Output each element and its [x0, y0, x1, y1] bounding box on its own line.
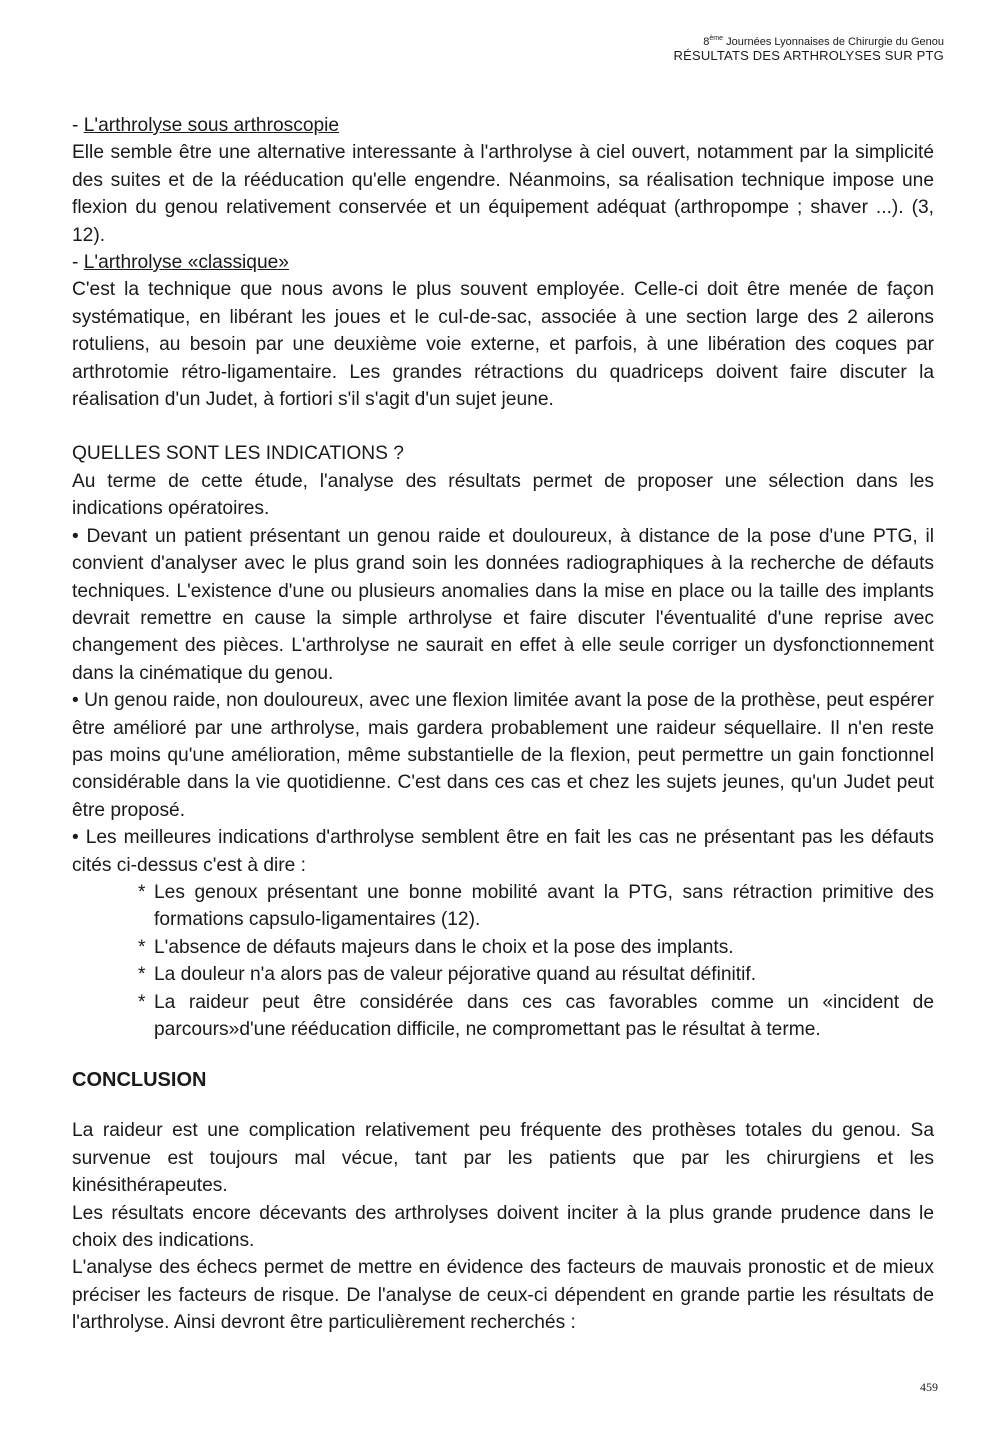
arthroscopie-dash: -	[72, 115, 84, 136]
page-body	[72, 112, 934, 1337]
conclusion-heading: CONCLUSION	[72, 1069, 207, 1092]
list-item	[138, 879, 934, 934]
classique-heading-text: L'arthrolyse «classique»	[83, 252, 289, 274]
favorable-cases-list	[72, 879, 934, 1043]
spacer	[72, 1043, 934, 1063]
section-title: RÉSULTATS DES ARTHROLYSES SUR PTG	[673, 47, 944, 63]
indications-intro: Au terme de cette étude, l'analyse des résultats permet de proposer une sélection dans les indications opératoires.	[72, 470, 934, 520]
spacer	[72, 1103, 934, 1117]
list-item	[72, 687, 934, 824]
indications-list	[72, 523, 934, 879]
star-bullet: *	[138, 964, 146, 986]
edition-number: 8	[703, 36, 710, 48]
bullet-symbol: •	[72, 827, 79, 849]
arthroscopie-heading	[72, 112, 934, 139]
sub-item-text: L'absence de défauts majeurs dans le choix et la pose des implants.	[154, 936, 734, 958]
bullet-symbol: •	[72, 690, 79, 712]
star-bullet: *	[138, 881, 146, 903]
spacer	[72, 413, 934, 440]
list-item	[138, 989, 934, 1044]
conference-title: Journées Lyonnaises de Chirurgie du Genou	[726, 36, 944, 48]
page-number: 459	[920, 1380, 938, 1394]
conclusion-paragraph: La raideur est une complication relativement peu fréquente des prothèses totales du genou. Sa survenue est toujours mal vécue, tant par les patients que par les chirurgiens et les kinésithérapeutes.	[72, 1120, 934, 1197]
conference-name	[673, 36, 944, 49]
sub-item-text: La raideur peut être considérée dans ces cas favorables comme un «incident de parcours»d'une rééducation difficile, ne compromettant pas le résultat à terme.	[154, 991, 934, 1040]
indications-heading: QUELLES SONT LES INDICATIONS ?	[72, 443, 404, 465]
bullet-text: Un genou raide, non douloureux, avec une flexion limitée avant la pose de la prothèse, peut espérer être amélioré par une arthrolyse, mais gardera probablement une raideur séquellaire. Il n'en reste pas moins qu'une amélioration, même substantielle de la flexion, peut permettre un gain fonctionnel considérable dans la vie quotidienne. C'est dans ces cas et chez les sujets jeunes, qu'un Judet peut être proposé.	[72, 690, 934, 821]
list-item	[72, 824, 934, 879]
list-item	[138, 961, 934, 988]
classique-dash: -	[72, 252, 84, 274]
conclusion-paragraph: Les résultats encore décevants des arthrolyses doivent inciter à la plus grande prudence dans le choix des indications.	[72, 1202, 934, 1252]
bullet-symbol: •	[72, 525, 79, 547]
sub-item-text: La douleur n'a alors pas de valeur péjorative quand au résultat définitif.	[154, 964, 757, 986]
sub-item-text: Les genoux présentant une bonne mobilité avant la PTG, sans rétraction primitive des formations capsulo-ligamentaires (12).	[154, 881, 934, 931]
list-item	[138, 934, 934, 961]
bullet-text: Devant un patient présentant un genou raide et douloureux, à distance de la pose d'une PTG, il convient d'analyser avec le plus grand soin les données radiographiques à la recherche de défauts techniques. L'existence d'une ou plusieurs anomalies dans la mise en place ou la taille des implants devrait remettre en cause la simple arthrolyse et faire discuter l'éventualité d'une reprise avec changement des pièces. L'arthrolyse ne saurait en effet à elle seule corriger un dysfonctionnement dans la cinématique du genou.	[72, 525, 934, 684]
arthroscopie-heading-text: L'arthrolyse sous arthroscopie	[83, 115, 340, 136]
edition-ordinal-suffix: ème	[709, 35, 724, 42]
classique-heading	[72, 249, 934, 276]
classique-paragraph: C'est la technique que nous avons le plus souvent employée. Celle-ci doit être menée de façon systématique, en libérant les joues et le cul-de-sac, associée à une section large des 2 ailerons rotuliens, au besoin par une deuxième voie externe, et parfois, à une libération des coques par arthrotomie rétro-ligamentaire. Les grandes rétractions du quadriceps doivent faire discuter la réalisation d'un Judet, à fortiori s'il s'agit d'un sujet jeune.	[72, 279, 934, 411]
star-bullet: *	[138, 936, 146, 958]
list-item	[72, 523, 934, 687]
bullet-text: Les meilleures indications d'arthrolyse semblent être en fait les cas ne présentant pas les défauts cités ci-dessus c'est à dire :	[72, 827, 934, 876]
star-bullet: *	[138, 991, 146, 1013]
arthroscopie-paragraph: Elle semble être une alternative interessante à l'arthrolyse à ciel ouvert, notamment par la simplicité des suites et de la rééducation qu'elle engendre. Néanmoins, sa réalisation technique impose une flexion du genou relativement conservée et un équipement adéquat (arthropompe ; shaver ...). (3, 12).	[72, 142, 934, 246]
running-header	[673, 36, 944, 64]
conclusion-paragraph: L'analyse des échecs permet de mettre en évidence des facteurs de mauvais pronostic et de mieux préciser les facteurs de risque. De l'analyse de ceux-ci dépendent en grande partie les résultats de l'arthrolyse. Ainsi devront être particulièrement recherchés :	[72, 1257, 934, 1334]
